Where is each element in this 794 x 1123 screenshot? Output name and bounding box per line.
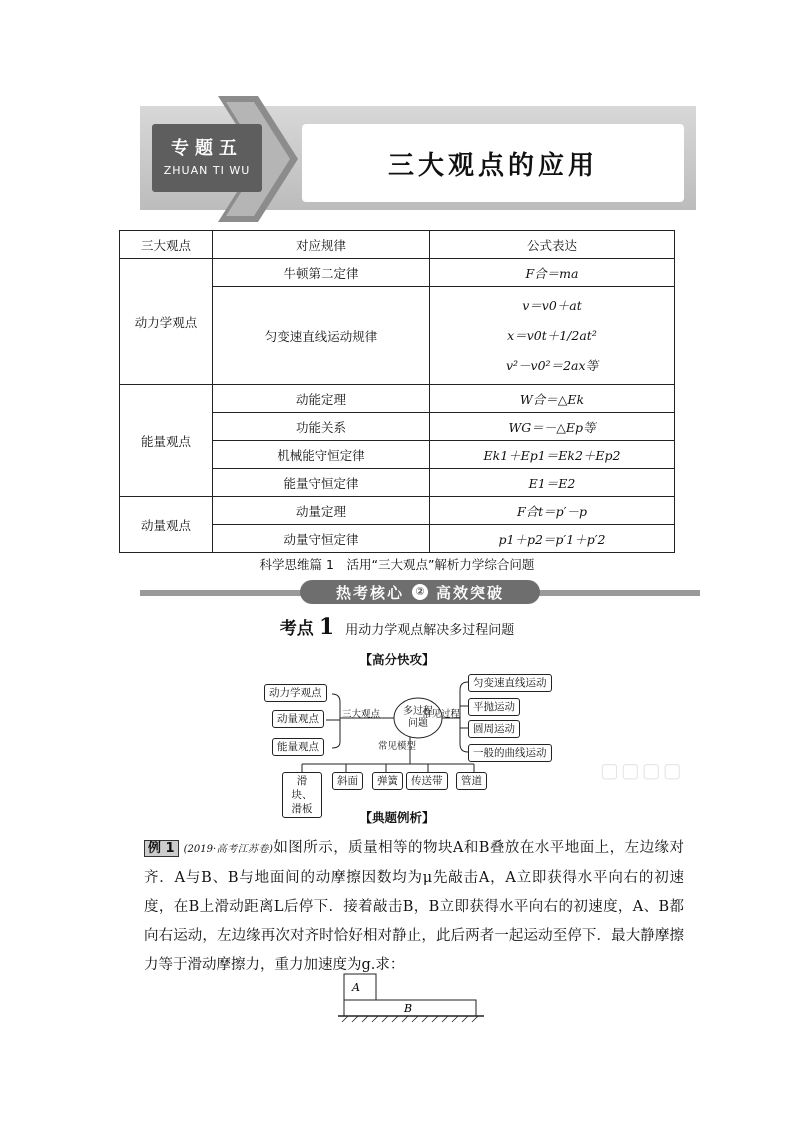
formula-line: x＝v0t＋1/2at² <box>507 327 597 343</box>
law-cell: 能量守恒定律 <box>213 469 430 497</box>
law-cell: 牛顿第二定律 <box>213 259 430 287</box>
mindmap-right-item: 平抛运动 <box>468 698 520 716</box>
law-cell: 动能定理 <box>213 385 430 413</box>
mindmap-bottom-item: 斜面 <box>332 772 363 790</box>
formula-cell <box>430 287 675 385</box>
mindmap-right-item: 圆周运动 <box>468 720 520 738</box>
section-bar-number: ② <box>412 584 428 600</box>
law-cell: 匀变速直线运动规律 <box>213 287 430 385</box>
mindmap-bottom-item: 传送带 <box>406 772 448 790</box>
mindmap-right-label: 常见过程 <box>422 709 461 720</box>
viewpoint-cell: 动力学观点 <box>120 259 213 385</box>
viewpoint-cell: 能量观点 <box>120 385 213 497</box>
formula-cell: F合＝ma <box>430 259 675 287</box>
table-row <box>120 385 675 413</box>
section-bar-right: 高效突破 <box>436 583 505 602</box>
blocks-figure <box>338 970 488 1026</box>
topic-tag-pinyin: ZHUAN TI WU <box>163 164 251 177</box>
viewpoint-cell: 动量观点 <box>120 497 213 553</box>
mindmap-bottom-item: 管道 <box>456 772 487 790</box>
mindmap-left-item: 动力学观点 <box>264 684 327 702</box>
formula-line: v²－v0²＝2ax等 <box>505 357 599 373</box>
mindmap-left-label: 三大观点 <box>342 709 381 720</box>
formula-cell: E1＝E2 <box>430 469 675 497</box>
mindmap-right-item: 一般的曲线运动 <box>468 744 552 762</box>
table-header-row <box>120 231 675 259</box>
kaodian-subtitle: 用动力学观点解决多过程问题 <box>345 623 515 638</box>
problem-text <box>144 834 684 980</box>
mindmap-left-item: 能量观点 <box>272 738 324 756</box>
topic-tag <box>152 124 262 192</box>
formula-cell: Ek1＋Ep1＝Ek2＋Ep2 <box>430 441 675 469</box>
formula-cell: WG＝－△Ep等 <box>430 413 675 441</box>
page-title: 三大观点的应用 <box>302 124 684 202</box>
block-b-label: B <box>404 1002 413 1015</box>
table-header: 对应规律 <box>213 231 430 259</box>
law-cell: 机械能守恒定律 <box>213 441 430 469</box>
formula-line: v＝v0＋at <box>522 297 582 313</box>
law-cell: 功能关系 <box>213 413 430 441</box>
kaodian-label: 考点 <box>279 619 314 639</box>
section-caption: 科学思维篇 1 活用“三大观点”解析力学综合问题 <box>259 557 535 572</box>
mindmap-bottom-item: 弹簧 <box>372 772 403 790</box>
section-bar-left: 热考核心 <box>335 583 404 602</box>
mindmap-bottom-item: 滑块、滑板 <box>282 772 322 818</box>
mindmap-left-item: 动量观点 <box>272 710 324 728</box>
problem-body: 如图所示，质量相等的物块A和B叠放在水平地面上，左边缘对齐．A与B、B与地面间的动摩擦因数均为μ先敲击A，A立即获得水平向右的初速度，在B上滑动距离L后停下．接着敲击B，B立即获得水平向右的初速度，A、B都向右运动，左边缘再次对齐时恰好相对静止，此后两者一起运动至停下．最大静摩擦力等于滑动摩擦力，重力加速度为g.求： <box>144 840 684 973</box>
section-bar <box>300 580 540 604</box>
table-header: 公式表达 <box>430 231 675 259</box>
law-cell: 动量守恒定律 <box>213 525 430 553</box>
table-row <box>120 259 675 287</box>
formula-cell: F合t＝p′－p <box>430 497 675 525</box>
mindmap-bottom-label: 常见模型 <box>378 741 417 752</box>
problem-source: (2019·高考江苏卷) <box>183 844 273 855</box>
subheading-example: 【典题例析】 <box>359 810 435 825</box>
laws-table <box>119 230 675 553</box>
example-badge: 例 1 <box>144 840 179 857</box>
watermark-logo: ▢▢▢▢ <box>600 758 684 782</box>
law-cell: 动量定理 <box>213 497 430 525</box>
kaodian-number: 1 <box>318 614 335 640</box>
table-row <box>120 497 675 525</box>
table-header: 三大观点 <box>120 231 213 259</box>
block-a-label: A <box>352 981 360 994</box>
mindmap-right-item: 匀变速直线运动 <box>468 674 552 692</box>
mindmap-center: 多过程问题 <box>403 706 433 729</box>
topic-tag-cn: 专题五 <box>171 138 243 159</box>
subheading-quick: 【高分快攻】 <box>359 652 435 667</box>
kaodian-heading <box>0 614 794 640</box>
formula-cell: p1＋p2＝p′1＋p′2 <box>430 525 675 553</box>
formula-cell: W合＝△Ek <box>430 385 675 413</box>
mind-map <box>260 672 560 815</box>
